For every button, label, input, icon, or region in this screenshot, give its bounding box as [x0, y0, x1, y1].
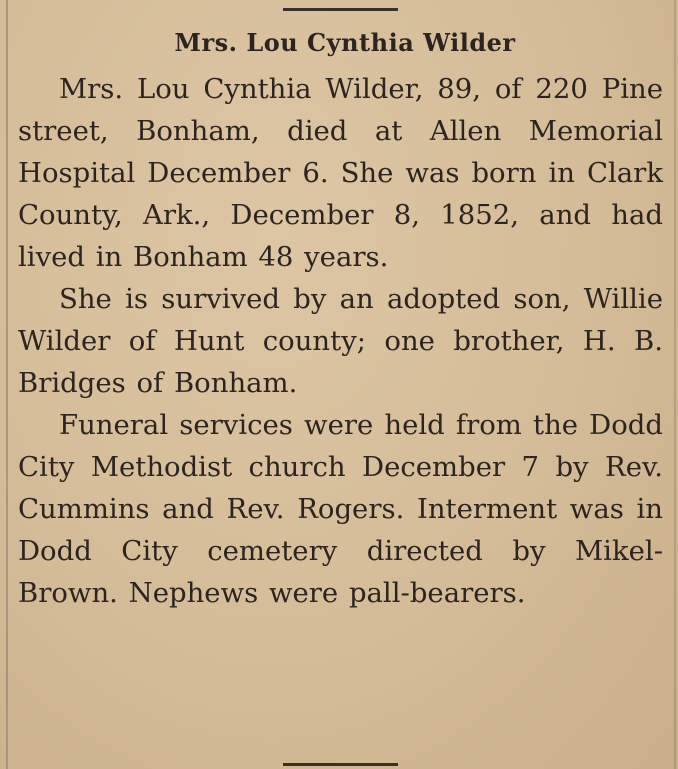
- column-rule-left: [6, 0, 8, 769]
- bottom-separator-rule: [283, 763, 398, 766]
- column-rule-right: [674, 0, 676, 769]
- obituary-body: [18, 68, 663, 614]
- top-separator-rule: [283, 8, 398, 11]
- obituary-headline: Mrs. Lou Cynthia Wilder: [174, 28, 516, 57]
- paragraph-funeral: Funeral services were held from the Dodd City Methodist church December 7 by Rev. Cummins and Rev. Rogers. Interment was in Dodd City cemetery directed by Mikel-Brown. Nephews were pall-bearers.: [18, 409, 663, 609]
- paragraph-survivors: She is survived by an adopted son, Willie Wilder of Hunt county; one brother, H. B. Bridges of Bonham.: [18, 283, 663, 399]
- paragraph-death-notice: Mrs. Lou Cynthia Wilder, 89, of 220 Pine street, Bonham, died at Allen Memorial Hospital December 6. She was born in Clark County, Ark., December 8, 1852, and had lived in Bonham 48 years.: [18, 73, 663, 273]
